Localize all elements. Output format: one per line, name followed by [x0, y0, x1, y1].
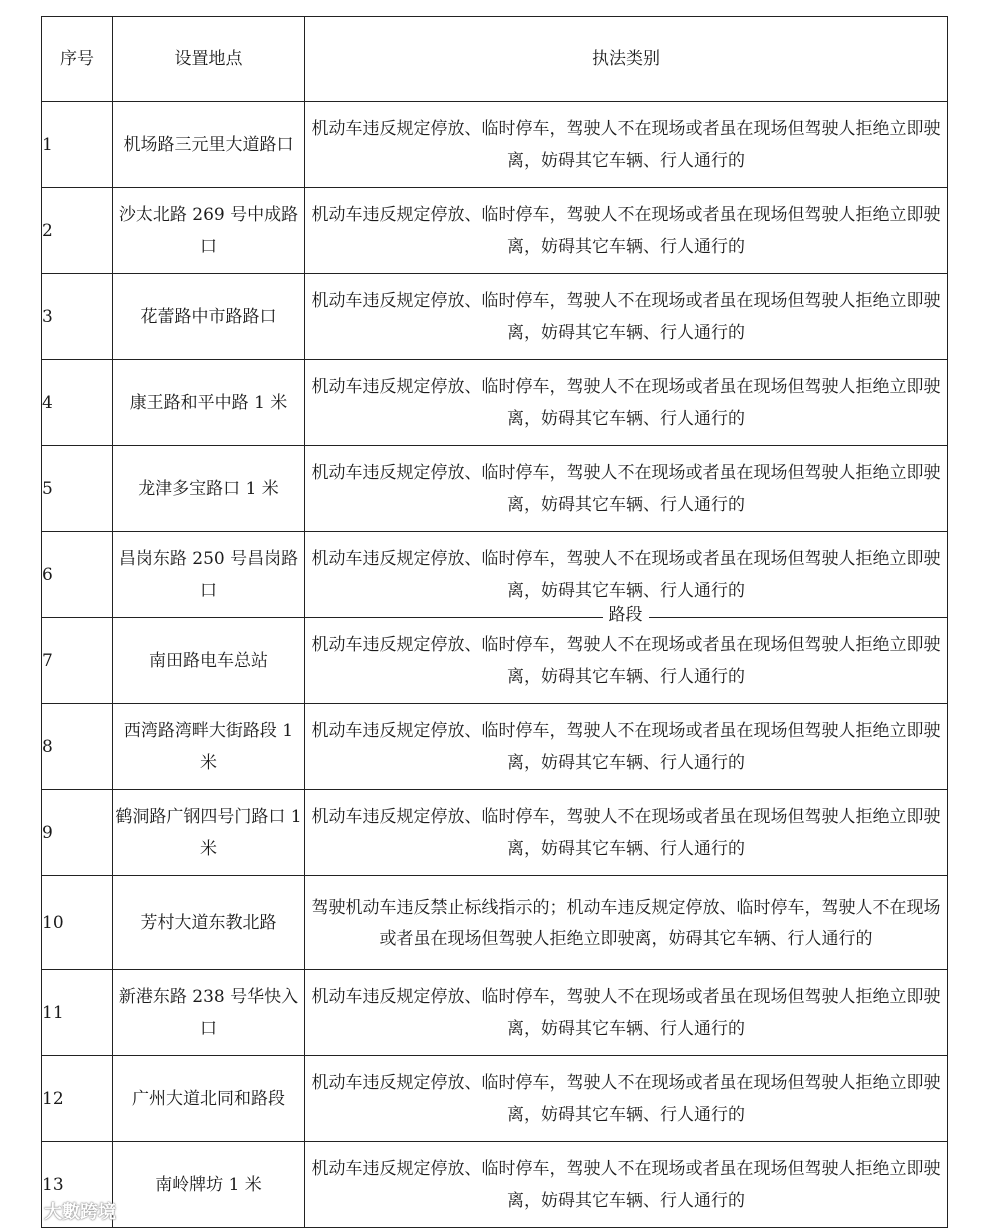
row-number: 8 [42, 704, 113, 790]
row-category: 机动车违反规定停放、临时停车，驾驶人不在现场或者虽在现场但驾驶人拒绝立即驶离，妨碍其它车辆、行人通行的 [305, 970, 948, 1056]
row-category: 机动车违反规定停放、临时停车，驾驶人不在现场或者虽在现场但驾驶人拒绝立即驶离，妨碍其它车辆、行人通行的 [305, 188, 948, 274]
row-category: 机动车违反规定停放、临时停车，驾驶人不在现场或者虽在现场但驾驶人拒绝立即驶离，妨碍其它车辆、行人通行的 [305, 360, 948, 446]
row-location: 机场路三元里大道路口 [113, 102, 305, 188]
row-location: 花蕾路中市路路口 [113, 274, 305, 360]
row-category: 机动车违反规定停放、临时停车，驾驶人不在现场或者虽在现场但驾驶人拒绝立即驶离，妨碍其它车辆、行人通行的 [305, 102, 948, 188]
row-number: 9 [42, 790, 113, 876]
row-category: 机动车违反规定停放、临时停车，驾驶人不在现场或者虽在现场但驾驶人拒绝立即驶离，妨碍其它车辆、行人通行的 [305, 1056, 948, 1142]
row-location: 南岭牌坊 1 米 [113, 1142, 305, 1228]
table-row [42, 188, 948, 274]
row-location: 沙太北路 269 号中成路口 [113, 188, 305, 274]
header-category: 执法类别 [305, 17, 948, 102]
row-location: 新港东路 238 号华快入口 [113, 970, 305, 1056]
row-category: 机动车违反规定停放、临时停车，驾驶人不在现场或者虽在现场但驾驶人拒绝立即驶离，妨碍其它车辆、行人通行的 [305, 532, 948, 618]
row-location: 昌岗东路 250 号昌岗路口 [113, 532, 305, 618]
row-number: 4 [42, 360, 113, 446]
row-location: 广州大道北同和路段 [113, 1056, 305, 1142]
row-location: 西湾路湾畔大街路段 1 米 [113, 704, 305, 790]
row-number: 7 [42, 618, 113, 704]
row-number: 5 [42, 446, 113, 532]
row-number: 11 [42, 970, 113, 1056]
watermark [4, 1196, 116, 1226]
row-category: 机动车违反规定停放、临时停车，驾驶人不在现场或者虽在现场但驾驶人拒绝立即驶离，妨碍其它车辆、行人通行的 [305, 446, 948, 532]
table-row [42, 970, 948, 1056]
row-number: 13 [42, 1142, 113, 1228]
table-header-row [42, 17, 948, 102]
chat-bubble-icon [4, 1198, 38, 1224]
table-row [42, 446, 948, 532]
table-row [42, 876, 948, 970]
row-number: 3 [42, 274, 113, 360]
row-location: 鹤洞路广钢四号门路口 1 米 [113, 790, 305, 876]
table-row [42, 532, 948, 618]
row-number: 10 [42, 876, 113, 970]
table-row [42, 1056, 948, 1142]
row-category: 机动车违反规定停放、临时停车，驾驶人不在现场或者虽在现场但驾驶人拒绝立即驶离，妨碍其它车辆、行人通行的 [305, 618, 948, 704]
row-location: 芳村大道东教北路 [113, 876, 305, 970]
row-number: 2 [42, 188, 113, 274]
row-category: 机动车违反规定停放、临时停车，驾驶人不在现场或者虽在现场但驾驶人拒绝立即驶离，妨碍其它车辆、行人通行的 [305, 1142, 948, 1228]
table-row [42, 360, 948, 446]
row-category: 机动车违反规定停放、临时停车，驾驶人不在现场或者虽在现场但驾驶人拒绝立即驶离，妨碍其它车辆、行人通行的 [305, 704, 948, 790]
row-location: 南田路电车总站 [113, 618, 305, 704]
table-row [42, 790, 948, 876]
header-location: 设置地点 [113, 17, 305, 102]
row-number: 12 [42, 1056, 113, 1142]
row-number: 6 [42, 532, 113, 618]
header-number: 序号 [42, 17, 113, 102]
row-category: 机动车违反规定停放、临时停车，驾驶人不在现场或者虽在现场但驾驶人拒绝立即驶离，妨碍其它车辆、行人通行的 [305, 790, 948, 876]
table-row [42, 102, 948, 188]
table-row [42, 274, 948, 360]
table-row [42, 1142, 948, 1228]
row-location: 康王路和平中路 1 米 [113, 360, 305, 446]
enforcement-table [41, 16, 948, 1228]
table-row [42, 618, 948, 704]
watermark-text: 大數跨境 [44, 1202, 116, 1223]
overlap-label-text: 路段 [603, 601, 649, 629]
row-category: 驾驶机动车违反禁止标线指示的；机动车违反规定停放、临时停车，驾驶人不在现场或者虽在现场但驾驶人拒绝立即驶离，妨碍其它车辆、行人通行的 [305, 876, 948, 970]
row-location: 龙津多宝路口 1 米 [113, 446, 305, 532]
table-row [42, 704, 948, 790]
row-number: 1 [42, 102, 113, 188]
row-category: 机动车违反规定停放、临时停车，驾驶人不在现场或者虽在现场但驾驶人拒绝立即驶离，妨碍其它车辆、行人通行的 [305, 274, 948, 360]
